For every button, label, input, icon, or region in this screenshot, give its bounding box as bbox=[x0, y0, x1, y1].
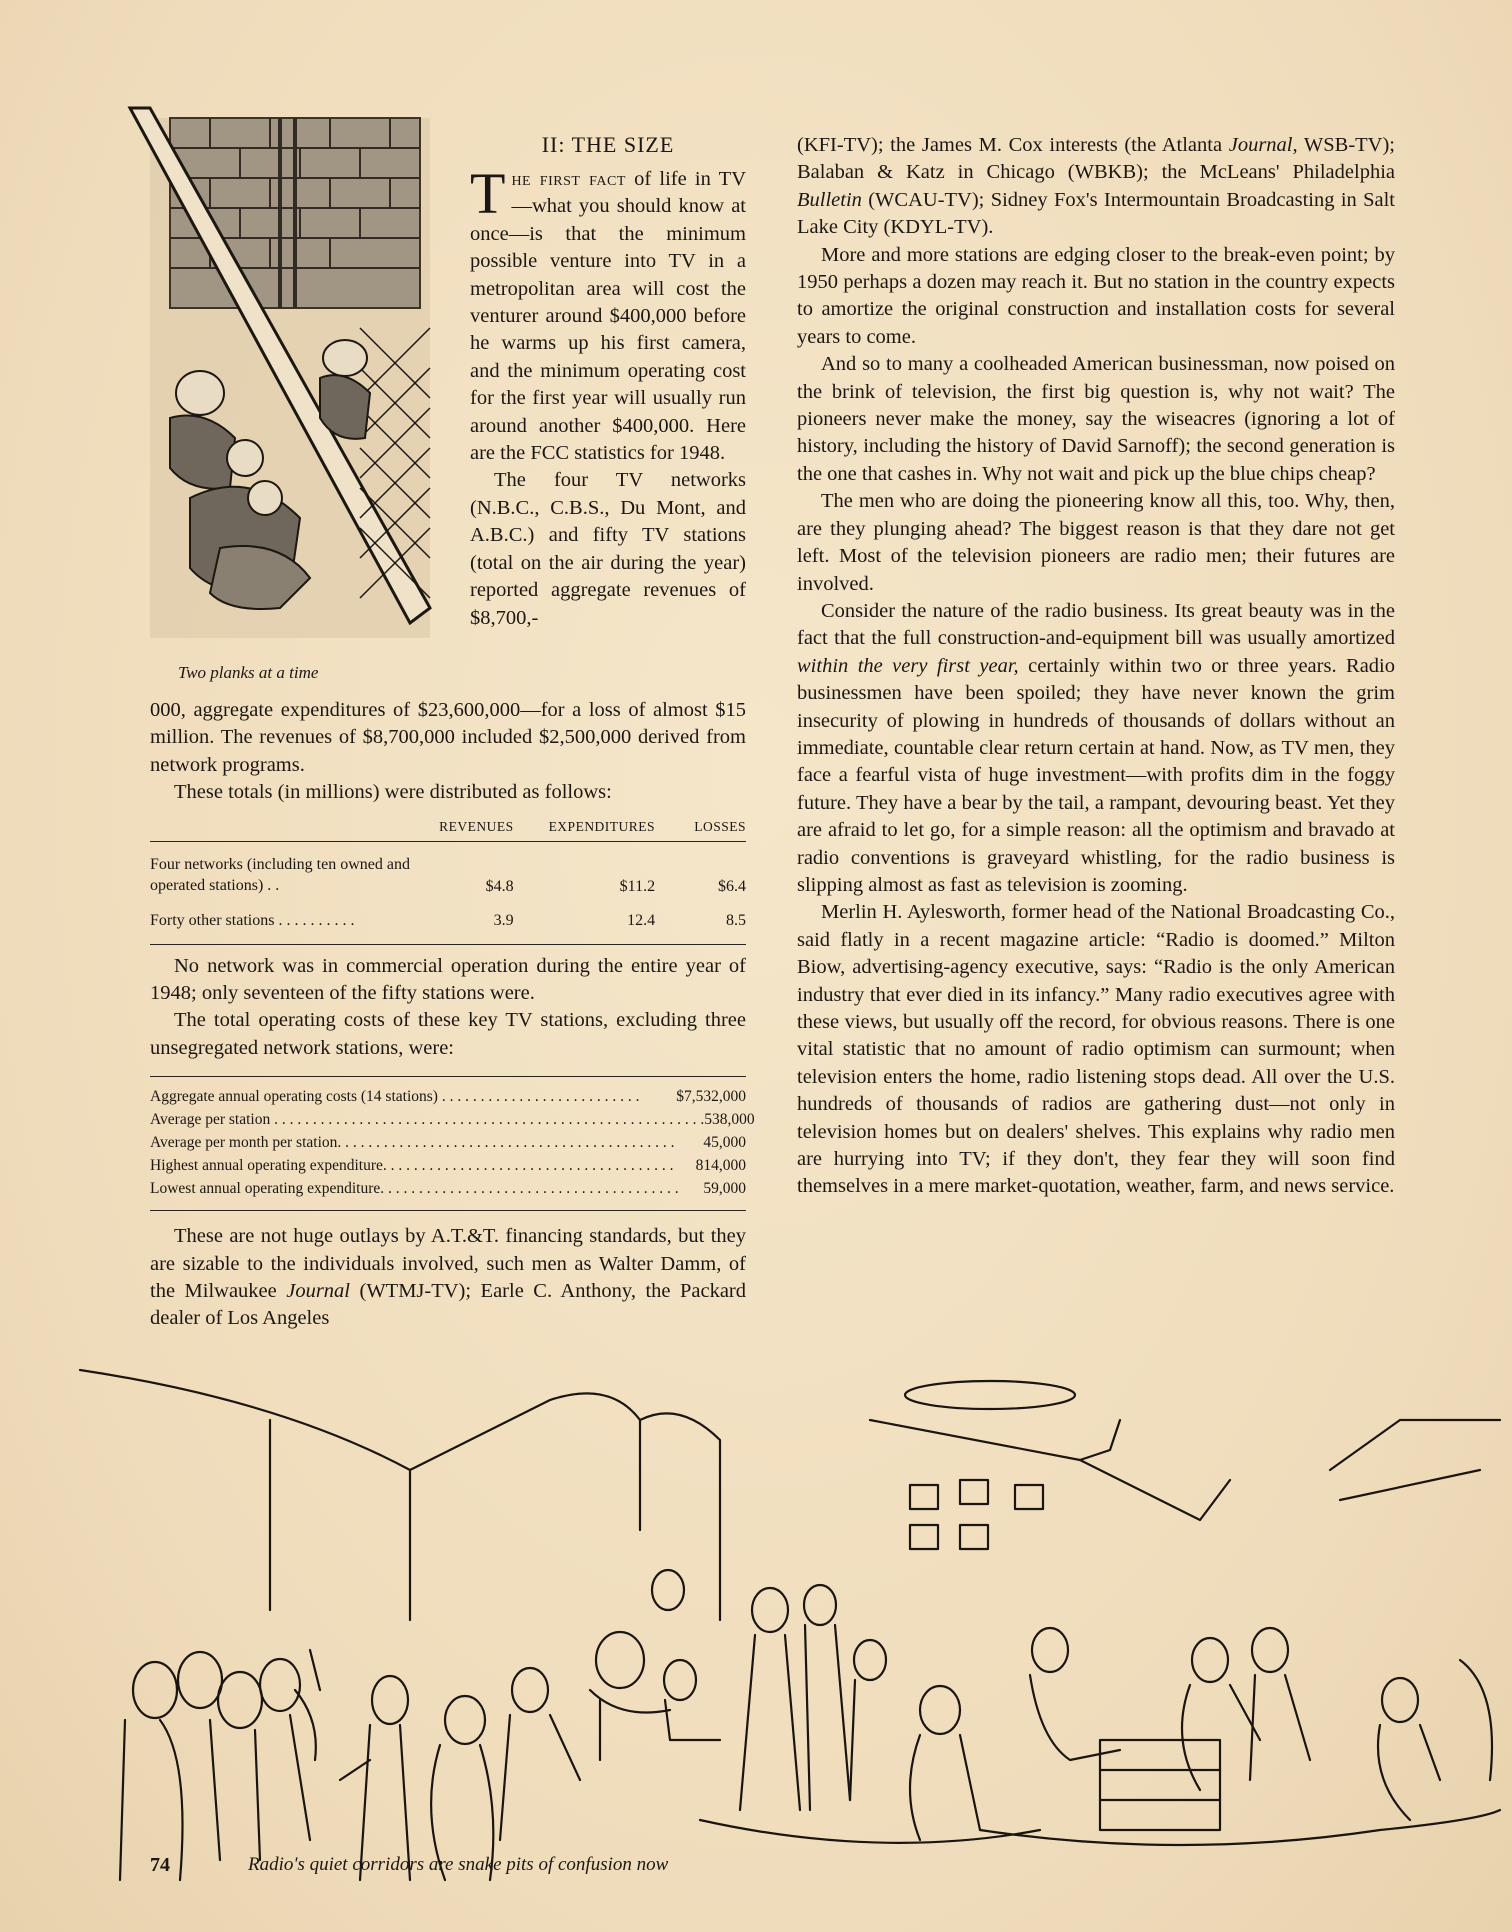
distribution-intro: These totals (in millions) were distributed as follows: bbox=[174, 781, 612, 804]
row-losses: 8.5 bbox=[655, 900, 746, 945]
outlays-paragraph bbox=[150, 1223, 746, 1333]
row-revenues: $4.8 bbox=[485, 877, 514, 895]
stations-text-c: (WCAU-TV); Sidney Fox's Intermountain Broadcasting in Salt Lake City (KDYL-TV). bbox=[797, 188, 1395, 239]
break-even-paragraph: More and more stations are edging closer to the break-even point; by 1950 perhaps a dozen may reach it. But no station in the country expects to amortize the original construction and installation costs for several years to come. bbox=[797, 243, 1395, 348]
intro-paragraph bbox=[470, 161, 746, 467]
row-expenditures: 12.4 bbox=[514, 900, 655, 945]
networks-paragraph-end: 000, aggregate expenditures of $23,600,000—for a loss of almost $15 million. The revenues of $8,700,000 included $2,500,000 derived from network programs. bbox=[150, 699, 746, 776]
cost-value: 814,000 bbox=[695, 1157, 746, 1175]
cost-value: 538,000 bbox=[704, 1111, 755, 1129]
floor-line bbox=[980, 1810, 1500, 1845]
networks-paragraph-start: The four TV networks (N.B.C., C.B.S., Du Mont, and A.B.C.) and fifty TV stations (total on the air during the year) reported aggregate revenues of $8,700,- bbox=[470, 469, 746, 629]
header-losses: LOSSES bbox=[655, 819, 746, 842]
cost-label: Average per station . . . . . . . . . . . . . . . . . . . . . . . . . . . . . . . . . . . . . . . . . . . . . . . . . . . . . . . . bbox=[150, 1111, 705, 1129]
workers-illustration bbox=[130, 108, 440, 656]
crowd-left bbox=[120, 1650, 320, 1880]
cost-label: Lowest annual operating expenditure. . . . . . . . . . . . . . . . . . . . . . . . . . . . . . . . . . . . . . . bbox=[150, 1180, 679, 1198]
right-column bbox=[797, 132, 1395, 1201]
revenue-table-header bbox=[150, 819, 746, 842]
table-row bbox=[150, 1177, 746, 1200]
table-row bbox=[150, 1131, 746, 1154]
outlays-text-b: (WTMJ-TV); Earle C. Anthony, the Packard dealer of Los Angeles bbox=[150, 1280, 746, 1330]
left-column bbox=[150, 697, 755, 1333]
table-row bbox=[150, 841, 746, 900]
operating-costs-paragraph: The total operating costs of these key TV stations, excluding three unsegregated network stations, were: bbox=[150, 1009, 746, 1059]
illustration-caption-bottom: Radio's quiet corridors are snake pits of confusion now bbox=[248, 1854, 669, 1875]
section-heading: II: THE SIZE bbox=[541, 132, 675, 157]
stations-emphasis-journal: Journal, bbox=[1228, 134, 1298, 156]
cost-label: Highest annual operating expenditure. . . . . . . . . . . . . . . . . . . . . . . . . . . . . . . . . . . . . . bbox=[150, 1157, 674, 1175]
stations-text-a: (KFI-TV); the James M. Cox interests (the Atlanta bbox=[797, 134, 1229, 156]
radio-business-emphasis: within the very first year, bbox=[797, 654, 1019, 677]
table-row bbox=[150, 1085, 746, 1108]
ceiling-lines bbox=[80, 1370, 640, 1530]
corridor-illustration bbox=[80, 1360, 1500, 1820]
wall-clock-icon bbox=[652, 1570, 684, 1610]
row-expenditures: $11.2 bbox=[619, 877, 656, 895]
header-revenues: REVENUES bbox=[423, 819, 514, 842]
commercial-paragraph: No network was in commercial operation during the entire year of 1948; only seventeen of the fifty stations were. bbox=[150, 954, 746, 1005]
cost-value: $7,532,000 bbox=[676, 1088, 746, 1106]
radio-business-text-b: certainly within two or three years. Radio businessmen have been spoiled; they have never known the grim insecurity of plowing in hundreds of thousands of dollars without an immediate, countable clear return certain at hand. Now, as TV men, they face a fearful vista of huge investment—with profits dim in the foggy future. They have a bear by the tail, a rampant, devouring beast. Yet they are afraid to let go, for a simple reason: all the optimism and bravado at radio conventions is graveyard whistling, for the radio business is slipping almost as fast as television is zooming. bbox=[797, 654, 1395, 896]
stations-paragraph bbox=[797, 132, 1395, 242]
radio-business-text-a: Consider the nature of the radio business. Its great beauty was in the fact that the full construction-and-equipment bill was usually amortized bbox=[797, 599, 1395, 650]
crowd-center bbox=[340, 1632, 720, 1880]
row-losses: $6.4 bbox=[718, 877, 746, 895]
header-expenditures: EXPENDITURES bbox=[514, 819, 655, 842]
intro-column bbox=[470, 132, 746, 632]
row-label: Four networks (including ten owned and operated stations) . . bbox=[150, 855, 410, 894]
crowd-right bbox=[740, 1585, 1492, 1840]
table-row bbox=[150, 1154, 746, 1177]
cost-value: 59,000 bbox=[703, 1180, 746, 1198]
why-not-wait-paragraph: And so to many a coolheaded American businessman, now poised on the brink of television, the first big question is, why not wait? The pioneers never make the money, say the wiseacres (ignoring a lot of history, including the history of David Sarnoff); the second generation is the one that cashes in. Why not wait and pick up the blue chips cheap? bbox=[797, 353, 1395, 485]
stations-text-b: WSB-TV); Balaban & Katz in Chicago (WBKB); the McLeans' Philadelphia bbox=[797, 134, 1395, 184]
operating-costs-table bbox=[150, 1076, 755, 1211]
row-label: Forty other stations . . . . . . . . . . bbox=[150, 900, 423, 945]
stations-emphasis-bulletin: Bulletin bbox=[797, 188, 862, 211]
revenue-table bbox=[150, 819, 746, 945]
cost-label: Aggregate annual operating costs (14 stations) . . . . . . . . . . . . . . . . . . . . . . . . . . bbox=[150, 1088, 640, 1106]
cost-value: 45,000 bbox=[703, 1134, 746, 1152]
outlays-emphasis: Journal bbox=[286, 1280, 351, 1303]
illustration-caption: Two planks at a time bbox=[178, 663, 319, 682]
aylesworth-paragraph: Merlin H. Aylesworth, former head of the National Broadcasting Co., said flatly in a recent magazine article: “Radio is doomed.” Milton Biow, advertising-agency executive, says: “Radio is the only American industry that ever died in its infancy.” Many radio executives agree with these views, but usually off the record, for obvious reasons. There is one vital statistic that no amount of radio optimism can surmount; when television enters the home, radio listening stops dead. All over the U.S. hundreds of thousands of radios are gathering dust—not only in television homes but on dealers' shelves. This explains why radio men are hurrying into TV; if they don't, they fear they will soon find themselves in a mere market-quotation, weather, farm, and news service. bbox=[797, 901, 1395, 1198]
intro-text: of life in TV—what you should know at once—is that the minimum possible venture into TV in a metropolitan area will cost the venturer around $400,000 before he warms up his first camera, and the minimum operating cost for the first year will usually run around another $400,000. Here are the FCC statistics for 1948. bbox=[470, 168, 746, 465]
pioneers-paragraph: The men who are doing the pioneering know all this, too. Why, then, are they plunging ahead? The biggest reason is that they dare not get left. Most of the television pioneers are radio men; their futures are involved. bbox=[797, 490, 1395, 595]
table-row bbox=[150, 1108, 755, 1131]
radio-business-paragraph bbox=[797, 598, 1395, 899]
intro-smallcaps: he first fact bbox=[511, 168, 626, 190]
table-row bbox=[150, 900, 746, 945]
cost-label: Average per month per station. . . . . . . . . . . . . . . . . . . . . . . . . . . . . . . . . . . . . . . . . . . . bbox=[150, 1134, 675, 1152]
outlays-text-a: These are not huge outlays by A.T.&T. financing standards, but they are sizable to the individuals involved, such men as Walter Damm, of the Milwaukee bbox=[150, 1225, 746, 1303]
page-number: 74 bbox=[150, 1854, 170, 1876]
drop-cap: T bbox=[470, 161, 506, 226]
row-revenues: 3.9 bbox=[423, 900, 514, 945]
